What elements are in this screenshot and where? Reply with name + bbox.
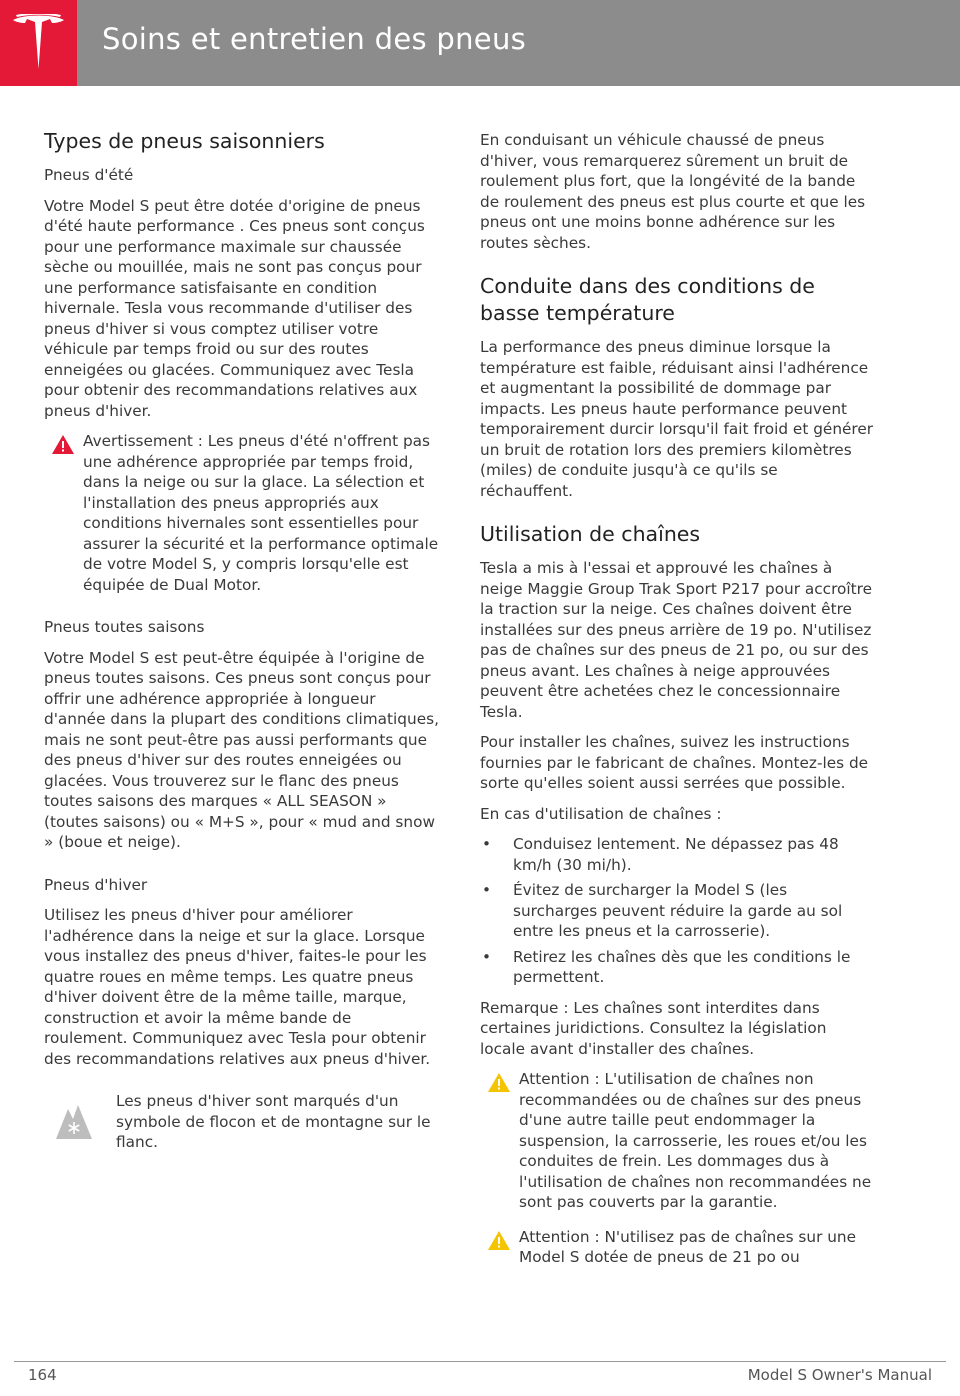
paragraph-chains-approved: Tesla a mis à l'essai et approuvé les chaînes à neige Maggie Group Trak Sport P217 pour accroître la traction sur la neige. Ces chaînes doivent être installées sur des pneus arrière de 19 po. N'utilisez pas de chaînes sur des pneus de 21 po, ou sur des pneus avant. Les chaînes à neige approuvées peuvent être achetées chez le concessionnaire Tesla.	[480, 559, 873, 721]
list-item: • Retirez les chaînes dès que les conditions le permettent.	[482, 947, 851, 986]
list-item: • Conduisez lentement. Ne dépassez pas 48 km/h (30 mi/h).	[482, 835, 839, 874]
subheading-winter-tires: Pneus d'hiver	[44, 875, 148, 894]
paragraph-winter-driving: En conduisant un véhicule chaussé de pneus d'hiver, vous remarquerez sûrement un bruit de roulement plus fort, que la longévité de la bande de roulement des pneus est plus courte et que les pneus ont une moins bonne adhérence sur les routes sèches.	[480, 131, 866, 252]
caution-icon	[487, 1230, 511, 1251]
right-column	[480, 130, 875, 1282]
list-item: • Évitez de surcharger la Model S (les surcharges peuvent réduire la garde au sol entre les pneus et la carrosserie).	[482, 881, 843, 940]
caution-icon	[487, 1072, 511, 1093]
mountain-snowflake-icon	[54, 1101, 94, 1141]
warning-block	[44, 431, 439, 595]
paragraph-chains-use: En cas d'utilisation de chaînes :	[480, 804, 722, 823]
page-header	[0, 0, 960, 86]
paragraph-winter-tires: Utilisez les pneus d'hiver pour améliorer l'adhérence dans la neige et sur la glace. Lorsque vous installez des pneus d'hiver, faites-le pour les quatre roues en même temps. Les quatre pneus d'hiver doivent être de la même taille, marque, construction et avoir la même bande de roulement. Communiquez avec Tesla pour obtenir des recommandations relatives aux pneus d'hiver.	[44, 906, 431, 1068]
caution-text: Attention : L'utilisation de chaînes non recommandées ou de chaînes sur des pneus d'une autre taille peut endommager la suspension, la carrosserie, les roues et/ou les conduites de frein. Les dommages dus à l'utilisation de chaînes non recommandées ne sont pas couverts par la garantie.	[519, 1070, 872, 1211]
caution-block	[480, 1069, 875, 1213]
section-heading-cold-weather: Conduite dans des conditions de basse température	[480, 274, 815, 325]
page-title: Soins et entretien des pneus	[102, 22, 527, 56]
section-heading-seasonal-tires: Types de pneus saisonniers	[44, 129, 325, 153]
manual-title: Model S Owner's Manual	[747, 1366, 932, 1384]
subheading-all-season-tires: Pneus toutes saisons	[44, 618, 205, 636]
subheading-summer-tires: Pneus d'été	[44, 166, 134, 184]
tesla-logo	[0, 0, 77, 86]
snow-note-text: Les pneus d'hiver sont marqués d'un symbole de flocon et de montagne sur le flanc.	[116, 1092, 431, 1151]
paragraph-note: Remarque : Les chaînes sont interdites dans certaines juridictions. Consultez la législation locale avant d'installer des chaînes.	[480, 998, 827, 1058]
paragraph-chains-install: Pour installer les chaînes, suivez les instructions fournies par le fabricant de chaînes. Montez-les de sorte qu'elles soient aussi serrées que possible.	[480, 733, 869, 792]
caution-block	[480, 1227, 875, 1268]
warning-icon	[51, 434, 75, 455]
warning-text: Avertissement : Les pneus d'été n'offrent pas une adhérence appropriée par temps froid, dans la neige ou sur la glace. La sélection et l'installation des pneus appropriés aux conditions hivernales sont essentielles pour assurer la sécurité et la performance optimale de votre Model S, y compris lorsqu'elle est équipée de Dual Motor.	[83, 432, 439, 594]
footer-divider	[14, 1361, 946, 1362]
paragraph-all-season-tires: Votre Model S est peut-être équipée à l'origine de pneus toutes saisons. Ces pneus sont conçus pour offrir une adhérence appropriée à longueur d'année dans la plupart des conditions climatiques, mais ne sont peut-être pas aussi performants que des pneus d'hiver sur des routes enneigées ou glacées. Vous trouverez sur le flanc des pneus toutes saisons des marques « ALL SEASON » (toutes saisons) ou « M+S », pour « mud and snow » (boue et neige).	[44, 648, 439, 851]
paragraph-cold-weather: La performance des pneus diminue lorsque la température est faible, réduisant ainsi l'adhérence et augmentant la possibilité de dommage par impacts. Les pneus haute performance peuvent temporairement durcir lorsqu'il fait froid et générer un bruit de rotation lors des premiers kilomètres (miles) de conduite jusqu'à ce qu'ils se réchauffent.	[480, 338, 874, 500]
section-heading-chains: Utilisation de chaînes	[480, 522, 701, 546]
left-column	[44, 128, 439, 1153]
caution-text: Attention : N'utilisez pas de chaînes sur une Model S dotée de pneus de 21 po ou	[519, 1227, 857, 1266]
tesla-logo-icon	[12, 14, 65, 72]
chains-bullet-list	[480, 834, 875, 988]
paragraph-summer-tires: Votre Model S peut être dotée d'origine de pneus d'été haute performance . Ces pneus sont conçus pour une performance maximale sur chaussée sèche ou mouillée, mais ne sont pas conçus pour une performance satisfaisante en condition hivernale. Tesla vous recommande d'utiliser des pneus d'hiver si vous comptez utiliser votre véhicule par temps froid ou sur des routes enneigées ou glacées. Communiquez avec Tesla pour obtenir des recommandations relatives aux pneus d'hiver.	[44, 196, 425, 420]
page-number: 164	[28, 1366, 57, 1384]
snow-symbol-note	[44, 1091, 439, 1153]
